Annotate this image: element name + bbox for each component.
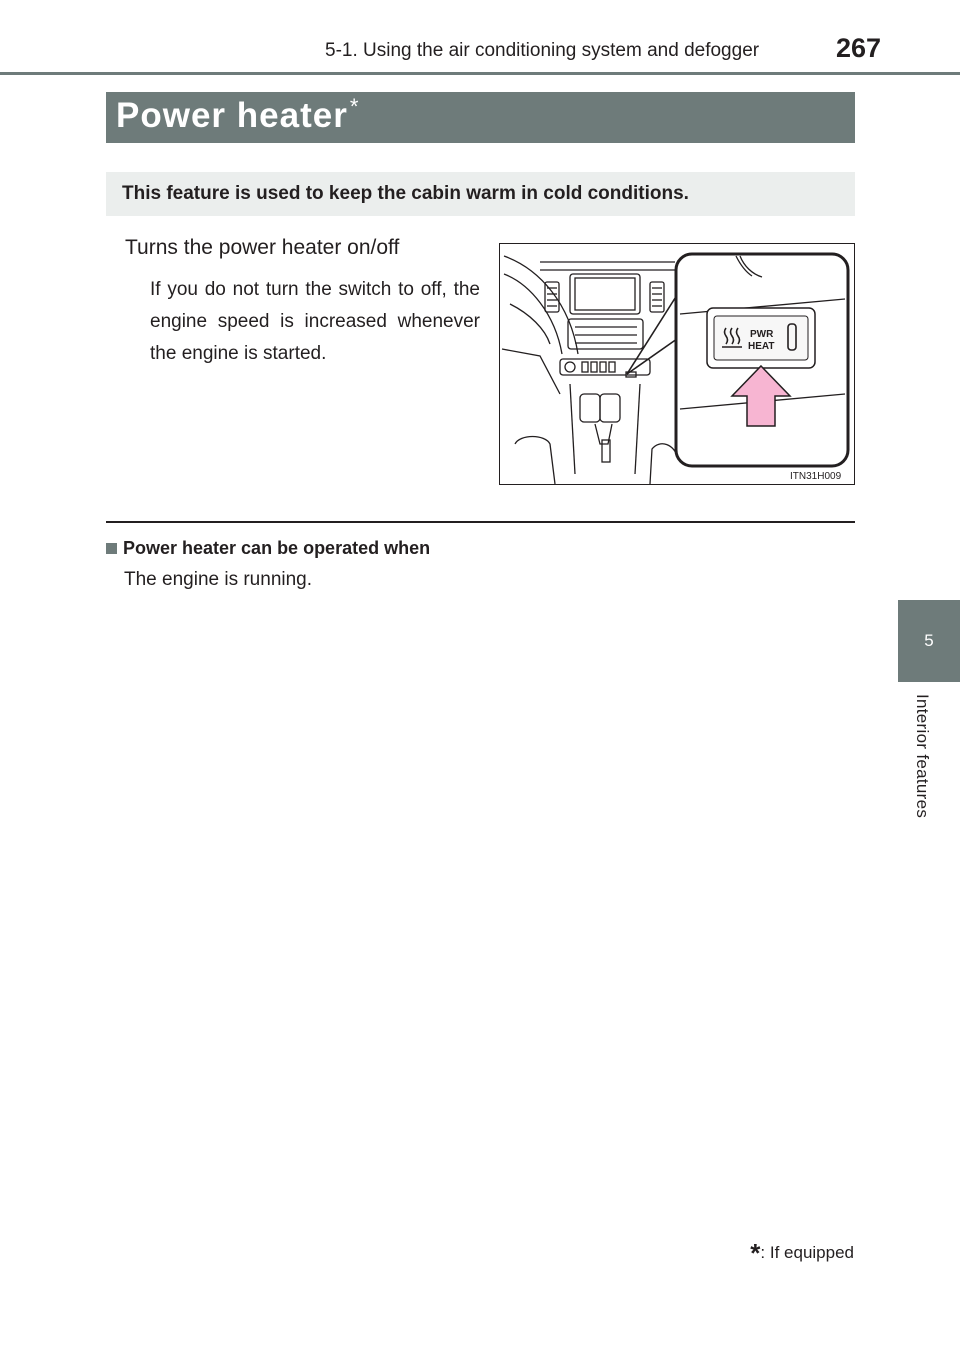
dashboard-illustration-drawing	[500, 244, 854, 484]
dashboard-illustration	[499, 243, 855, 485]
page-number: 267	[836, 33, 882, 63]
footnote-mark: *	[750, 1238, 761, 1268]
page-title-bar	[106, 92, 855, 143]
note-body: The engine is running.	[124, 569, 313, 590]
figure-code: ITN31H009	[790, 471, 842, 482]
chapter-tab	[898, 600, 960, 682]
item-description: If you do not turn the switch to off, the engine speed is increased whenever the engine is started.	[150, 279, 480, 364]
intro-box	[106, 172, 855, 216]
item-title: Turns the power heater on/off	[125, 236, 400, 259]
switch-label-heat: HEAT	[748, 341, 775, 352]
note-title	[106, 538, 430, 559]
section-title: 5-1. Using the air conditioning system and defogger	[325, 40, 760, 61]
footnote	[750, 1238, 854, 1269]
header-rule	[0, 72, 960, 75]
footnote-text: : If equipped	[760, 1243, 854, 1262]
page-title-text: Power heater	[116, 96, 348, 135]
switch-label-pwr: PWR	[750, 329, 774, 340]
note-title-text: Power heater can be operated when	[123, 538, 431, 558]
square-bullet-icon	[106, 543, 117, 554]
page-title	[116, 96, 359, 136]
chapter-number: 5	[924, 631, 934, 650]
chapter-label: Interior features	[913, 694, 932, 819]
title-asterisk: *	[349, 94, 360, 119]
section-divider	[106, 521, 855, 523]
intro-text: This feature is used to keep the cabin warm in cold conditions.	[122, 183, 689, 204]
